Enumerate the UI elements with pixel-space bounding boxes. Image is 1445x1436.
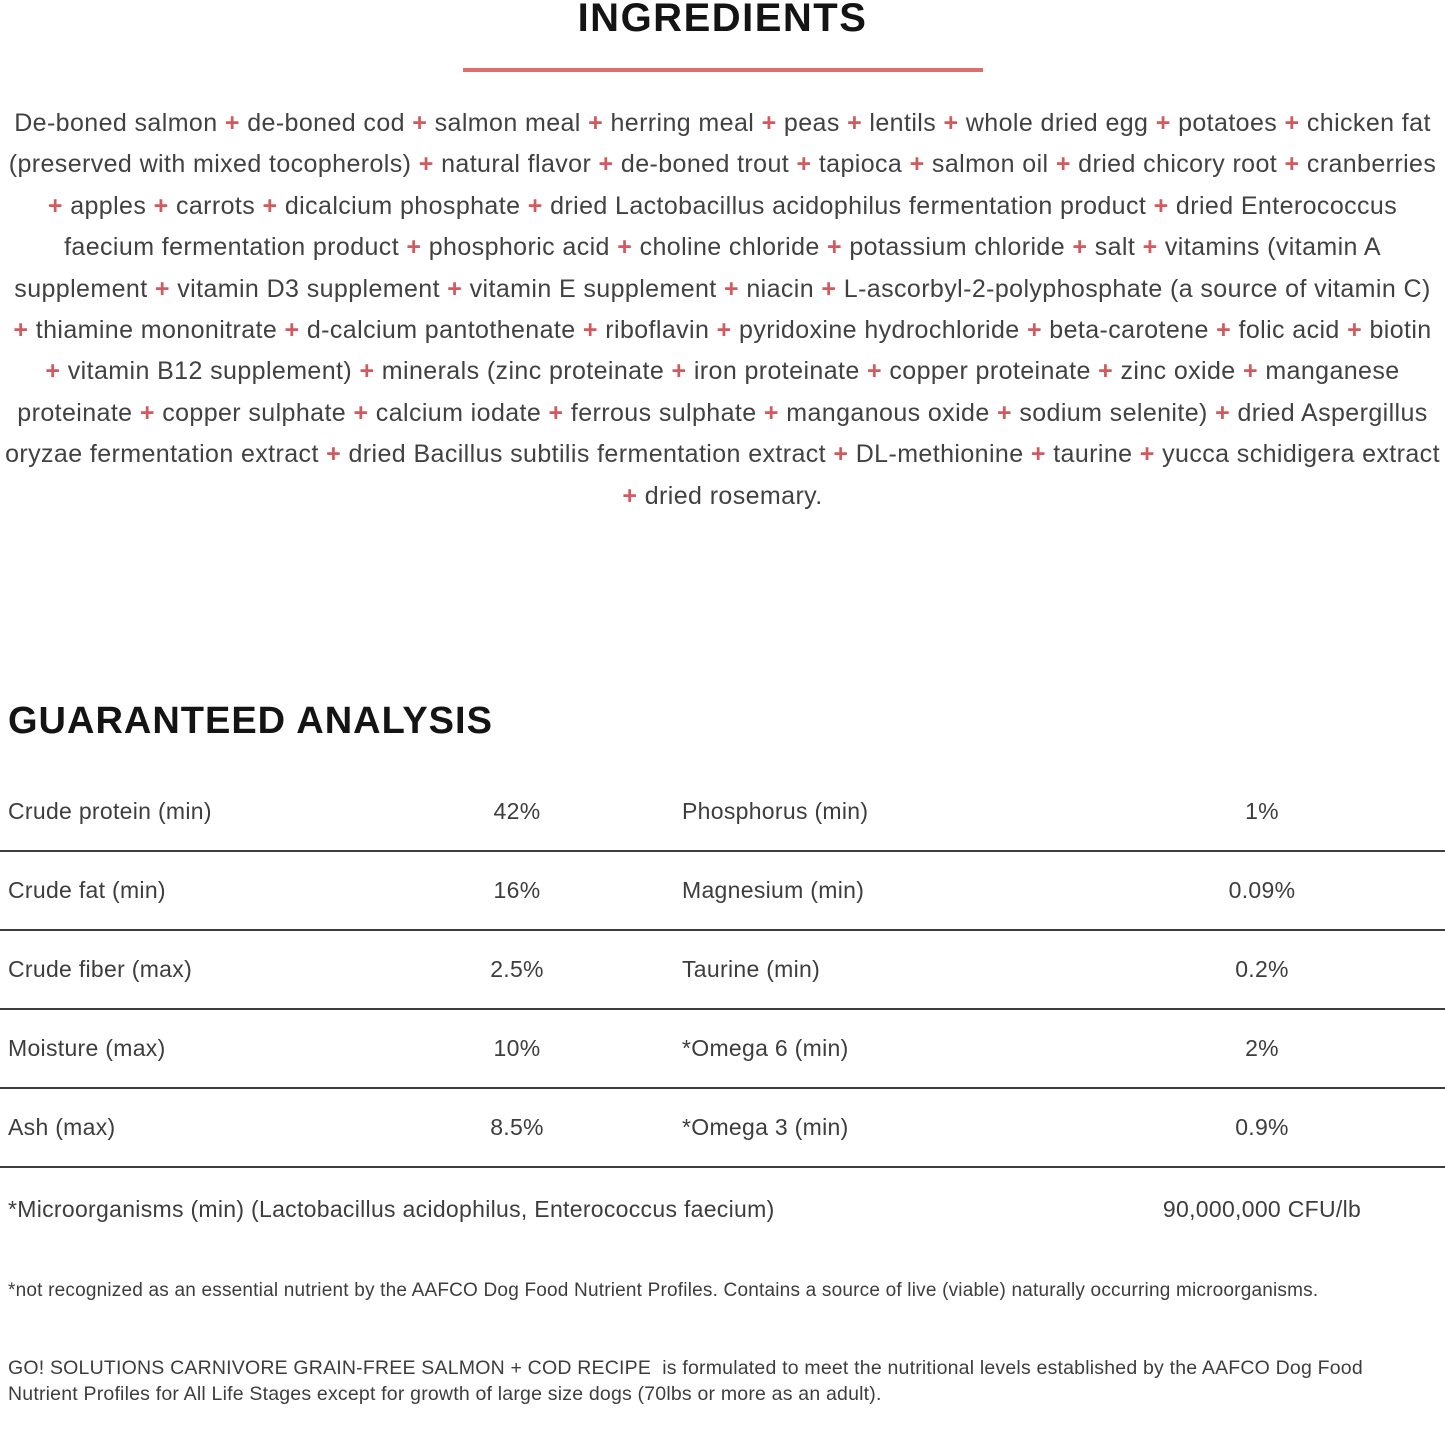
plus-separator: + <box>622 481 638 510</box>
plus-separator: + <box>867 357 883 386</box>
plus-separator: + <box>406 233 422 262</box>
analysis-row <box>0 931 1445 1010</box>
plus-separator: + <box>139 398 155 427</box>
nutrient-value: 0.9% <box>1235 1114 1289 1141</box>
plus-separator: + <box>716 316 732 345</box>
nutrient-label: Taurine (min) <box>682 956 821 983</box>
plus-separator: + <box>224 109 240 137</box>
nutrient-label: Moisture (max) <box>8 1035 166 1062</box>
plus-separator: + <box>45 357 61 386</box>
plus-separator: + <box>154 274 170 303</box>
analysis-row <box>0 773 1445 852</box>
nutrient-label: *Omega 3 (min) <box>682 1114 849 1141</box>
analysis-row <box>0 1010 1445 1089</box>
nutrient-value: 2% <box>1245 1035 1279 1062</box>
plus-separator: + <box>909 150 925 179</box>
plus-separator: + <box>262 191 278 220</box>
nutrient-label: Crude protein (min) <box>8 798 212 825</box>
nutrient-value: 0.2% <box>1235 956 1289 983</box>
analysis-table <box>0 773 1445 1251</box>
analysis-row <box>0 1089 1445 1168</box>
nutrient-value: 10% <box>493 1035 541 1062</box>
nutrient-value: 1% <box>1245 798 1279 825</box>
plus-separator: + <box>1284 109 1300 137</box>
nutrient-value: 8.5% <box>490 1114 544 1141</box>
plus-separator: + <box>527 191 543 220</box>
title-underline <box>463 68 983 72</box>
ingredients-title: INGREDIENTS <box>577 0 868 40</box>
nutrient-label: Crude fiber (max) <box>8 956 193 983</box>
plus-separator: + <box>1242 357 1258 386</box>
plus-separator: + <box>1139 440 1155 469</box>
plus-separator: + <box>1215 398 1231 427</box>
plus-separator: + <box>598 150 614 179</box>
plus-separator: + <box>418 150 434 179</box>
plus-separator: + <box>761 109 777 137</box>
footnotes-section <box>0 1279 1445 1407</box>
plus-separator: + <box>582 316 598 345</box>
plus-separator: + <box>326 440 342 469</box>
nutrient-label: Phosphorus (min) <box>682 798 869 825</box>
plus-separator: + <box>1155 109 1171 137</box>
guaranteed-analysis-heading: GUARANTEED ANALYSIS <box>8 700 493 743</box>
nutrient-label: *Omega 6 (min) <box>682 1035 849 1062</box>
plus-separator: + <box>1072 233 1088 262</box>
plus-separator: + <box>1216 316 1232 345</box>
plus-separator: + <box>447 274 463 303</box>
plus-separator: + <box>847 109 863 137</box>
plus-separator: + <box>1347 316 1363 345</box>
nutrient-label: Ash (max) <box>8 1114 116 1141</box>
plus-separator: + <box>1055 150 1071 179</box>
plus-separator: + <box>833 440 849 469</box>
plus-separator: + <box>153 191 169 220</box>
ingredients-paragraph: De-boned salmon + de-boned cod + salmon meal + herring meal + peas + lentils + whole dried egg + potatoes + chicken fat (preserved with mixed tocopherols) + natural flavor + de-boned trout + tapioca + salmon oil + dried chicory root + cranberries + apples + carrots + dicalcium phosphate + dried Lactobacillus acidophilus fermentation product + dried Enterococcus faecium fermentation product + phosphoric acid + choline chloride + potassium chloride + salt + vitamins (vitamin A supplement + vitamin D3 supplement + vitamin E supplement + niacin + L-ascorbyl-2-polyphosphate (a source of vitamin C) + thiamine mononitrate + d-calcium pantothenate + riboflavin + pyridoxine hydrochloride + beta-carotene + folic acid + biotin + vitamin B12 supplement) + minerals (zinc proteinate + iron proteinate + copper proteinate + zinc oxide + manganese proteinate + copper sulphate + calcium iodate + ferrous sulphate + manganous oxide + sodium selenite) + dried Aspergillus oryzae fermentation extract + dried Bacillus subtilis fermentation extract + DL-methionine + taurine + yucca schidigera extract + dried rosemary. <box>5 109 1440 510</box>
nutrient-value: 90,000,000 CFU/lb <box>1162 1196 1362 1223</box>
nutrient-value: 42% <box>493 798 541 825</box>
plus-separator: + <box>47 191 63 220</box>
plus-separator: + <box>827 233 843 262</box>
plus-separator: + <box>1098 357 1114 386</box>
plus-separator: + <box>284 316 300 345</box>
plus-separator: + <box>821 274 837 303</box>
plus-separator: + <box>588 109 604 137</box>
microorganisms-row <box>0 1168 1445 1251</box>
plus-separator: + <box>1153 191 1169 220</box>
nutrient-value: 0.09% <box>1228 877 1296 904</box>
plus-separator: + <box>996 398 1012 427</box>
nutrient-value: 2.5% <box>490 956 544 983</box>
nutrient-label: Magnesium (min) <box>682 877 865 904</box>
nutrient-label: *Microorganisms (min) (Lactobacillus acidophilus, Enterococcus faecium) <box>8 1196 775 1223</box>
plus-separator: + <box>1284 150 1300 179</box>
plus-separator: + <box>943 109 959 137</box>
plus-separator: + <box>359 357 375 386</box>
plus-separator: + <box>617 233 633 262</box>
plus-separator: + <box>671 357 687 386</box>
plus-separator: + <box>548 398 564 427</box>
plus-separator: + <box>1026 316 1042 345</box>
plus-separator: + <box>724 274 739 303</box>
plus-separator: + <box>412 109 428 137</box>
analysis-row <box>0 852 1445 931</box>
guaranteed-analysis-section <box>0 701 1445 1251</box>
plus-separator: + <box>353 398 369 427</box>
nutrient-label: Crude fat (min) <box>8 877 166 904</box>
asterisk-footnote: *not recognized as an essential nutrient by the AAFCO Dog Food Nutrient Profiles. Contains a source of live (viable) naturally occurring microorganisms. <box>8 1280 1319 1302</box>
plus-separator: + <box>1030 440 1046 469</box>
nutrient-value: 16% <box>493 877 541 904</box>
plus-separator: + <box>13 316 29 345</box>
plus-separator: + <box>796 150 812 179</box>
plus-separator: + <box>763 398 779 427</box>
ingredients-section <box>0 0 1445 517</box>
aafco-statement: GO! SOLUTIONS CARNIVORE GRAIN-FREE SALMON + COD RECIPE is formulated to meet the nutritional levels established by the AAFCO Dog Food Nutrient Profiles for All Life Stages except for growth of large size dogs (70lbs or more as an adult). <box>8 1357 1369 1406</box>
plus-separator: + <box>1142 233 1158 262</box>
